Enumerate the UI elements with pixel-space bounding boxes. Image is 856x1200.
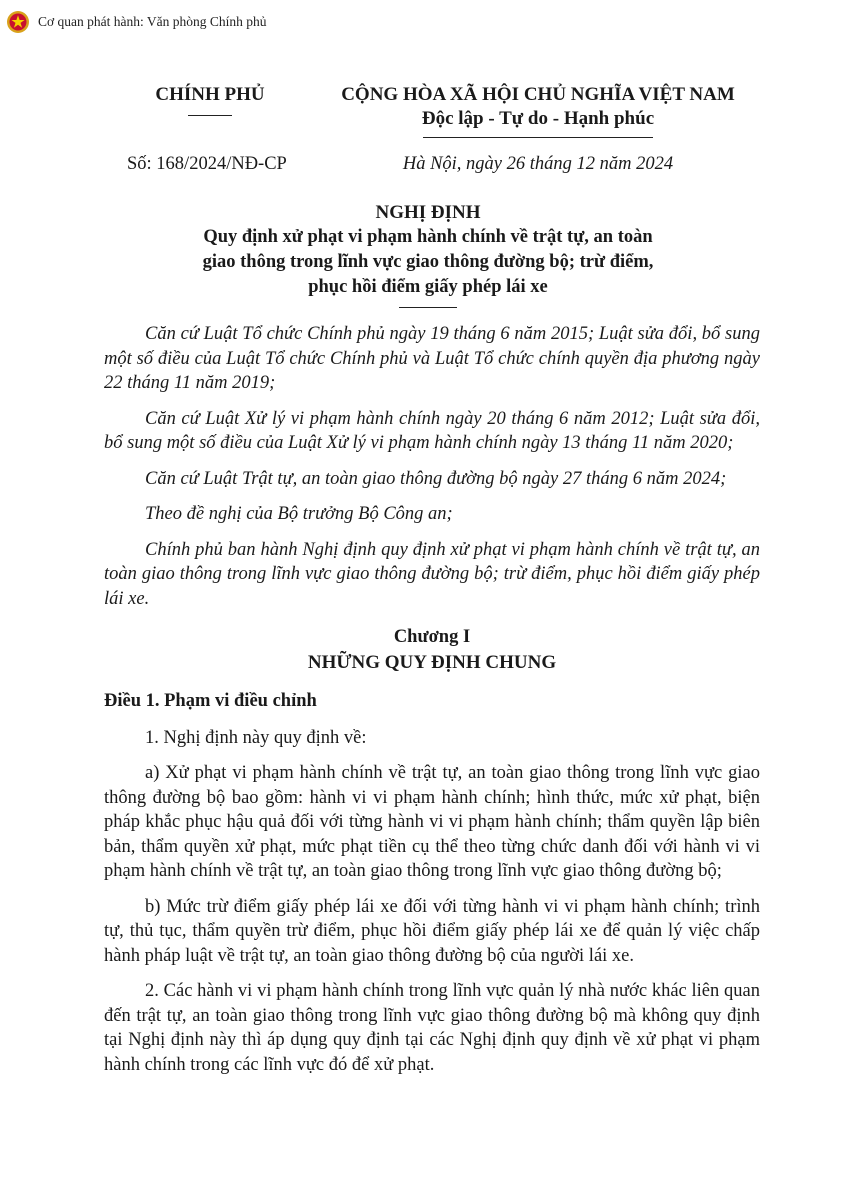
- motto-underline: [423, 137, 653, 138]
- agency-name: CHÍNH PHỦ: [155, 84, 265, 105]
- chapter-title: NHỮNG QUY ĐỊNH CHUNG: [307, 652, 557, 673]
- title-line-2: giao thông trong lĩnh vực giao thông đường bộ; trừ điểm,: [202, 252, 654, 272]
- document-title-block: [0, 200, 856, 308]
- preamble-paragraph: Căn cứ Luật Xử lý vi phạm hành chính ngày 20 tháng 6 năm 2012; Luật sửa đổi, bổ sung một số điều của Luật Xử lý vi phạm hành chính ngày 13 tháng 11 năm 2020;: [104, 408, 760, 453]
- title-line-1: Quy định xử phạt vi phạm hành chính về trật tự, an toàn: [203, 227, 653, 247]
- article-heading: Điều 1. Phạm vi điều chỉnh: [104, 691, 317, 711]
- title-underline: [399, 307, 457, 308]
- national-motto: Độc lập - Tự do - Hạnh phúc: [421, 108, 655, 129]
- document-number: Số: 168/2024/NĐ-CP: [127, 154, 287, 174]
- chapter-heading: [104, 625, 760, 675]
- state-emblem-icon: [6, 10, 30, 34]
- national-heading: [318, 84, 758, 138]
- issuer-bar: [6, 9, 267, 35]
- preamble-paragraph: Chính phủ ban hành Nghị định quy định xử phạt vi phạm hành chính về trật tự, an toàn giao thông trong lĩnh vực giao thông đường bộ; trừ điểm, phục hồi điểm giấy phép lái xe.: [104, 539, 760, 609]
- country-name: CỘNG HÒA XÃ HỘI CHỦ NGHĨA VIỆT NAM: [341, 84, 735, 105]
- document-body: [104, 322, 760, 1088]
- article-clause: 2. Các hành vi vi phạm hành chính trong lĩnh vực quản lý nhà nước khác liên quan đến trật tự, an toàn giao thông trong lĩnh vực giao thông đường bộ mà không quy định tại Nghị định này thì áp dụng quy định tại các Nghị định quy định về xử phạt vi phạm hành chính trong các lĩnh vực đó để xử phạt.: [104, 981, 760, 1075]
- agency-underline: [188, 115, 232, 116]
- title-line-3: phục hồi điểm giấy phép lái xe: [308, 277, 548, 297]
- preamble-paragraph: Căn cứ Luật Tổ chức Chính phủ ngày 19 tháng 6 năm 2015; Luật sửa đổi, bổ sung một số điều của Luật Tổ chức Chính phủ và Luật Tổ chức chính quyền địa phương ngày 22 tháng 11 năm 2019;: [104, 324, 760, 393]
- document-type: NGHỊ ĐỊNH: [375, 202, 481, 223]
- preamble-paragraph: Theo đề nghị của Bộ trưởng Bộ Công an;: [145, 504, 453, 524]
- preamble-paragraph: Căn cứ Luật Trật tự, an toàn giao thông đường bộ ngày 27 tháng 6 năm 2024;: [145, 468, 727, 489]
- agency-block: [110, 84, 310, 116]
- chapter-number: Chương I: [393, 627, 471, 647]
- article-clause: a) Xử phạt vi phạm hành chính về trật tự, an toàn giao thông trong lĩnh vực giao thông đường bộ bao gồm: hành vi vi phạm hành chính; hình thức, mức xử phạt, biện pháp khắc phục hậu quả đối với từng hành vi vi phạm hành chính; thẩm quyền lập biên bản, thẩm quyền xử phạt, mức phạt tiền cụ thể theo từng chức danh đối với hành vi vi phạm hành chính về trật tự, an toàn giao thông trong lĩnh vực giao thông đường bộ;: [104, 763, 760, 881]
- issuer-text: Cơ quan phát hành: Văn phòng Chính phủ: [38, 14, 267, 29]
- place-date: Hà Nội, ngày 26 tháng 12 năm 2024: [402, 154, 674, 174]
- article-clause: b) Mức trừ điểm giấy phép lái xe đối với từng hành vi vi phạm hành chính; trình tự, thủ tục, thẩm quyền trừ điểm, phục hồi điểm giấy phép lái xe để quản lý việc chấp hành pháp luật về trật tự, an toàn giao thông đường bộ của người lái xe.: [104, 896, 760, 966]
- article-clause: 1. Nghị định này quy định về:: [145, 727, 367, 748]
